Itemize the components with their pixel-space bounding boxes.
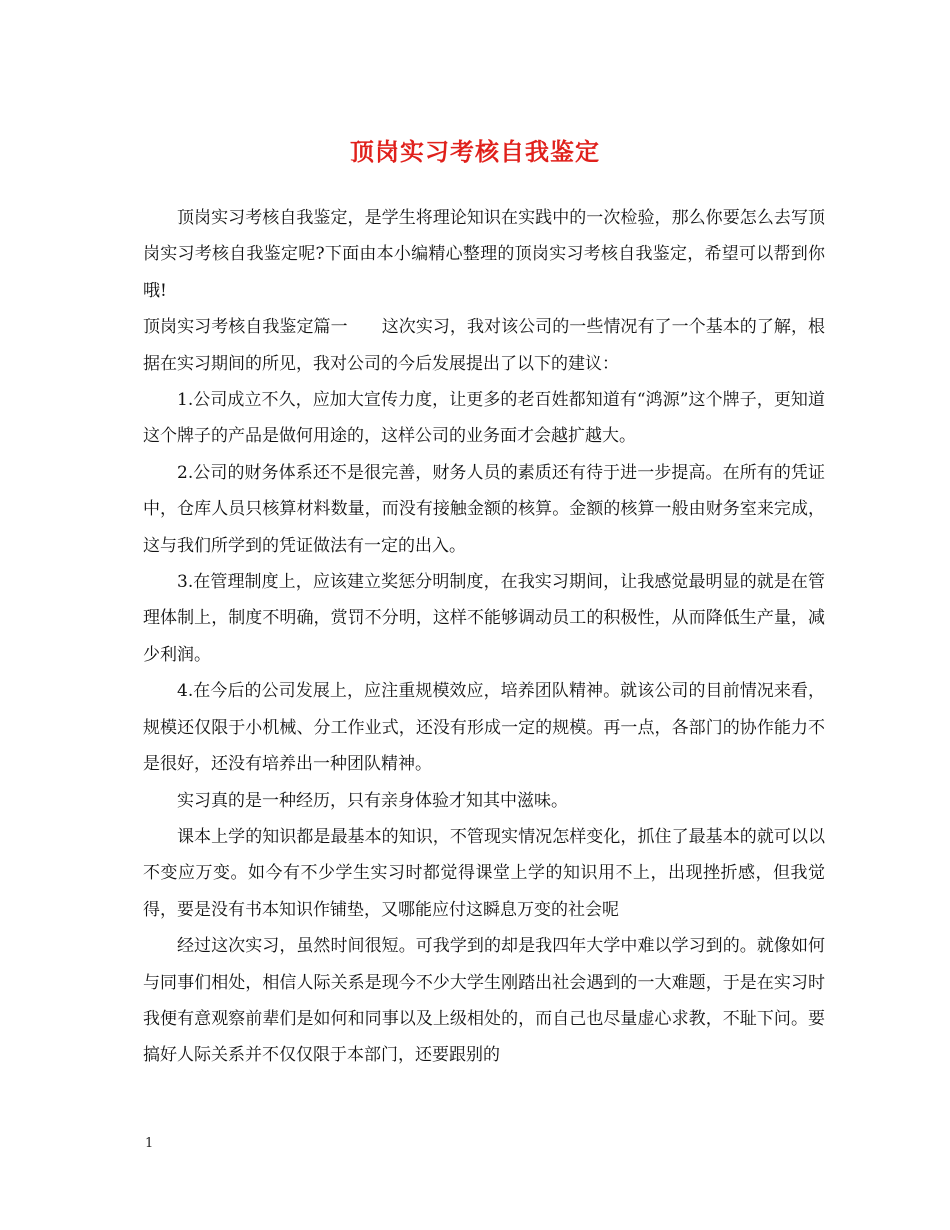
paragraph: 2.公司的财务体系还不是很完善，财务人员的素质还有待于进一步提高。在所有的凭证中，仓库人员只核算材料数量，而没有接触金额的核算。金额的核算一般由财务室来完成，这与我们所学到的凭证做法有一定的出入。 bbox=[143, 462, 825, 556]
paragraph: 4.在今后的公司发展上，应注重规模效应，培养团队精神。就该公司的目前情况来看，规模还仅限于小机械、分工作业式，还没有形成一定的规模。再一点，各部门的协作能力不是很好，还没有培养出一种团队精神。 bbox=[143, 681, 825, 775]
paragraph: 经过这次实习，虽然时间很短。可我学到的却是我四年大学中难以学习到的。就像如何与同事们相处，相信人际关系是现今不少大学生刚踏出社会遇到的一大难题，于是在实习时我便有意观察前辈们是如何和同事以及上级相处的，而自己也尽量虚心求教，不耻下问。要搞好人际关系并不仅仅限于本部门，还要跟别的 bbox=[143, 936, 825, 1066]
paragraph: 顶岗实习考核自我鉴定，是学生将理论知识在实践中的一次检验，那么你要怎么去写顶岗实习考核自我鉴定呢?下面由本小编精心整理的顶岗实习考核自我鉴定，希望可以帮到你哦! bbox=[143, 208, 825, 301]
paragraph: 顶岗实习考核自我鉴定篇一 这次实习，我对该公司的一些情况有了一个基本的了解，根据在实习期间的所见，我对公司的今后发展提出了以下的建议： bbox=[143, 317, 825, 374]
paragraph: 3.在管理制度上，应该建立奖惩分明制度，在我实习期间，让我感觉最明显的就是在管理体制上，制度不明确，赏罚不分明，这样不能够调动员工的积极性，从而降低生产量，减少利润。 bbox=[143, 572, 825, 665]
document-title: 顶岗实习考核自我鉴定 bbox=[350, 137, 600, 166]
document-body bbox=[143, 200, 825, 1074]
paragraph: 课本上学的知识都是最基本的知识，不管现实情况怎样变化，抓住了最基本的就可以以不变应万变。如今有不少学生实习时都觉得课堂上学的知识用不上，出现挫折感，但我觉得，要是没有书本知识作铺垫，又哪能应付这瞬息万变的社会呢 bbox=[143, 826, 825, 920]
paragraph: 实习真的是一种经历，只有亲身体验才知其中滋味。 bbox=[177, 790, 568, 811]
paragraph: 1.公司成立不久，应加大宣传力度，让更多的老百姓都知道有“鸿源”这个牌子，更知道这个牌子的产品是做何用途的，这样公司的业务面才会越扩越大。 bbox=[143, 390, 825, 447]
page-number: 1 bbox=[145, 1136, 154, 1151]
